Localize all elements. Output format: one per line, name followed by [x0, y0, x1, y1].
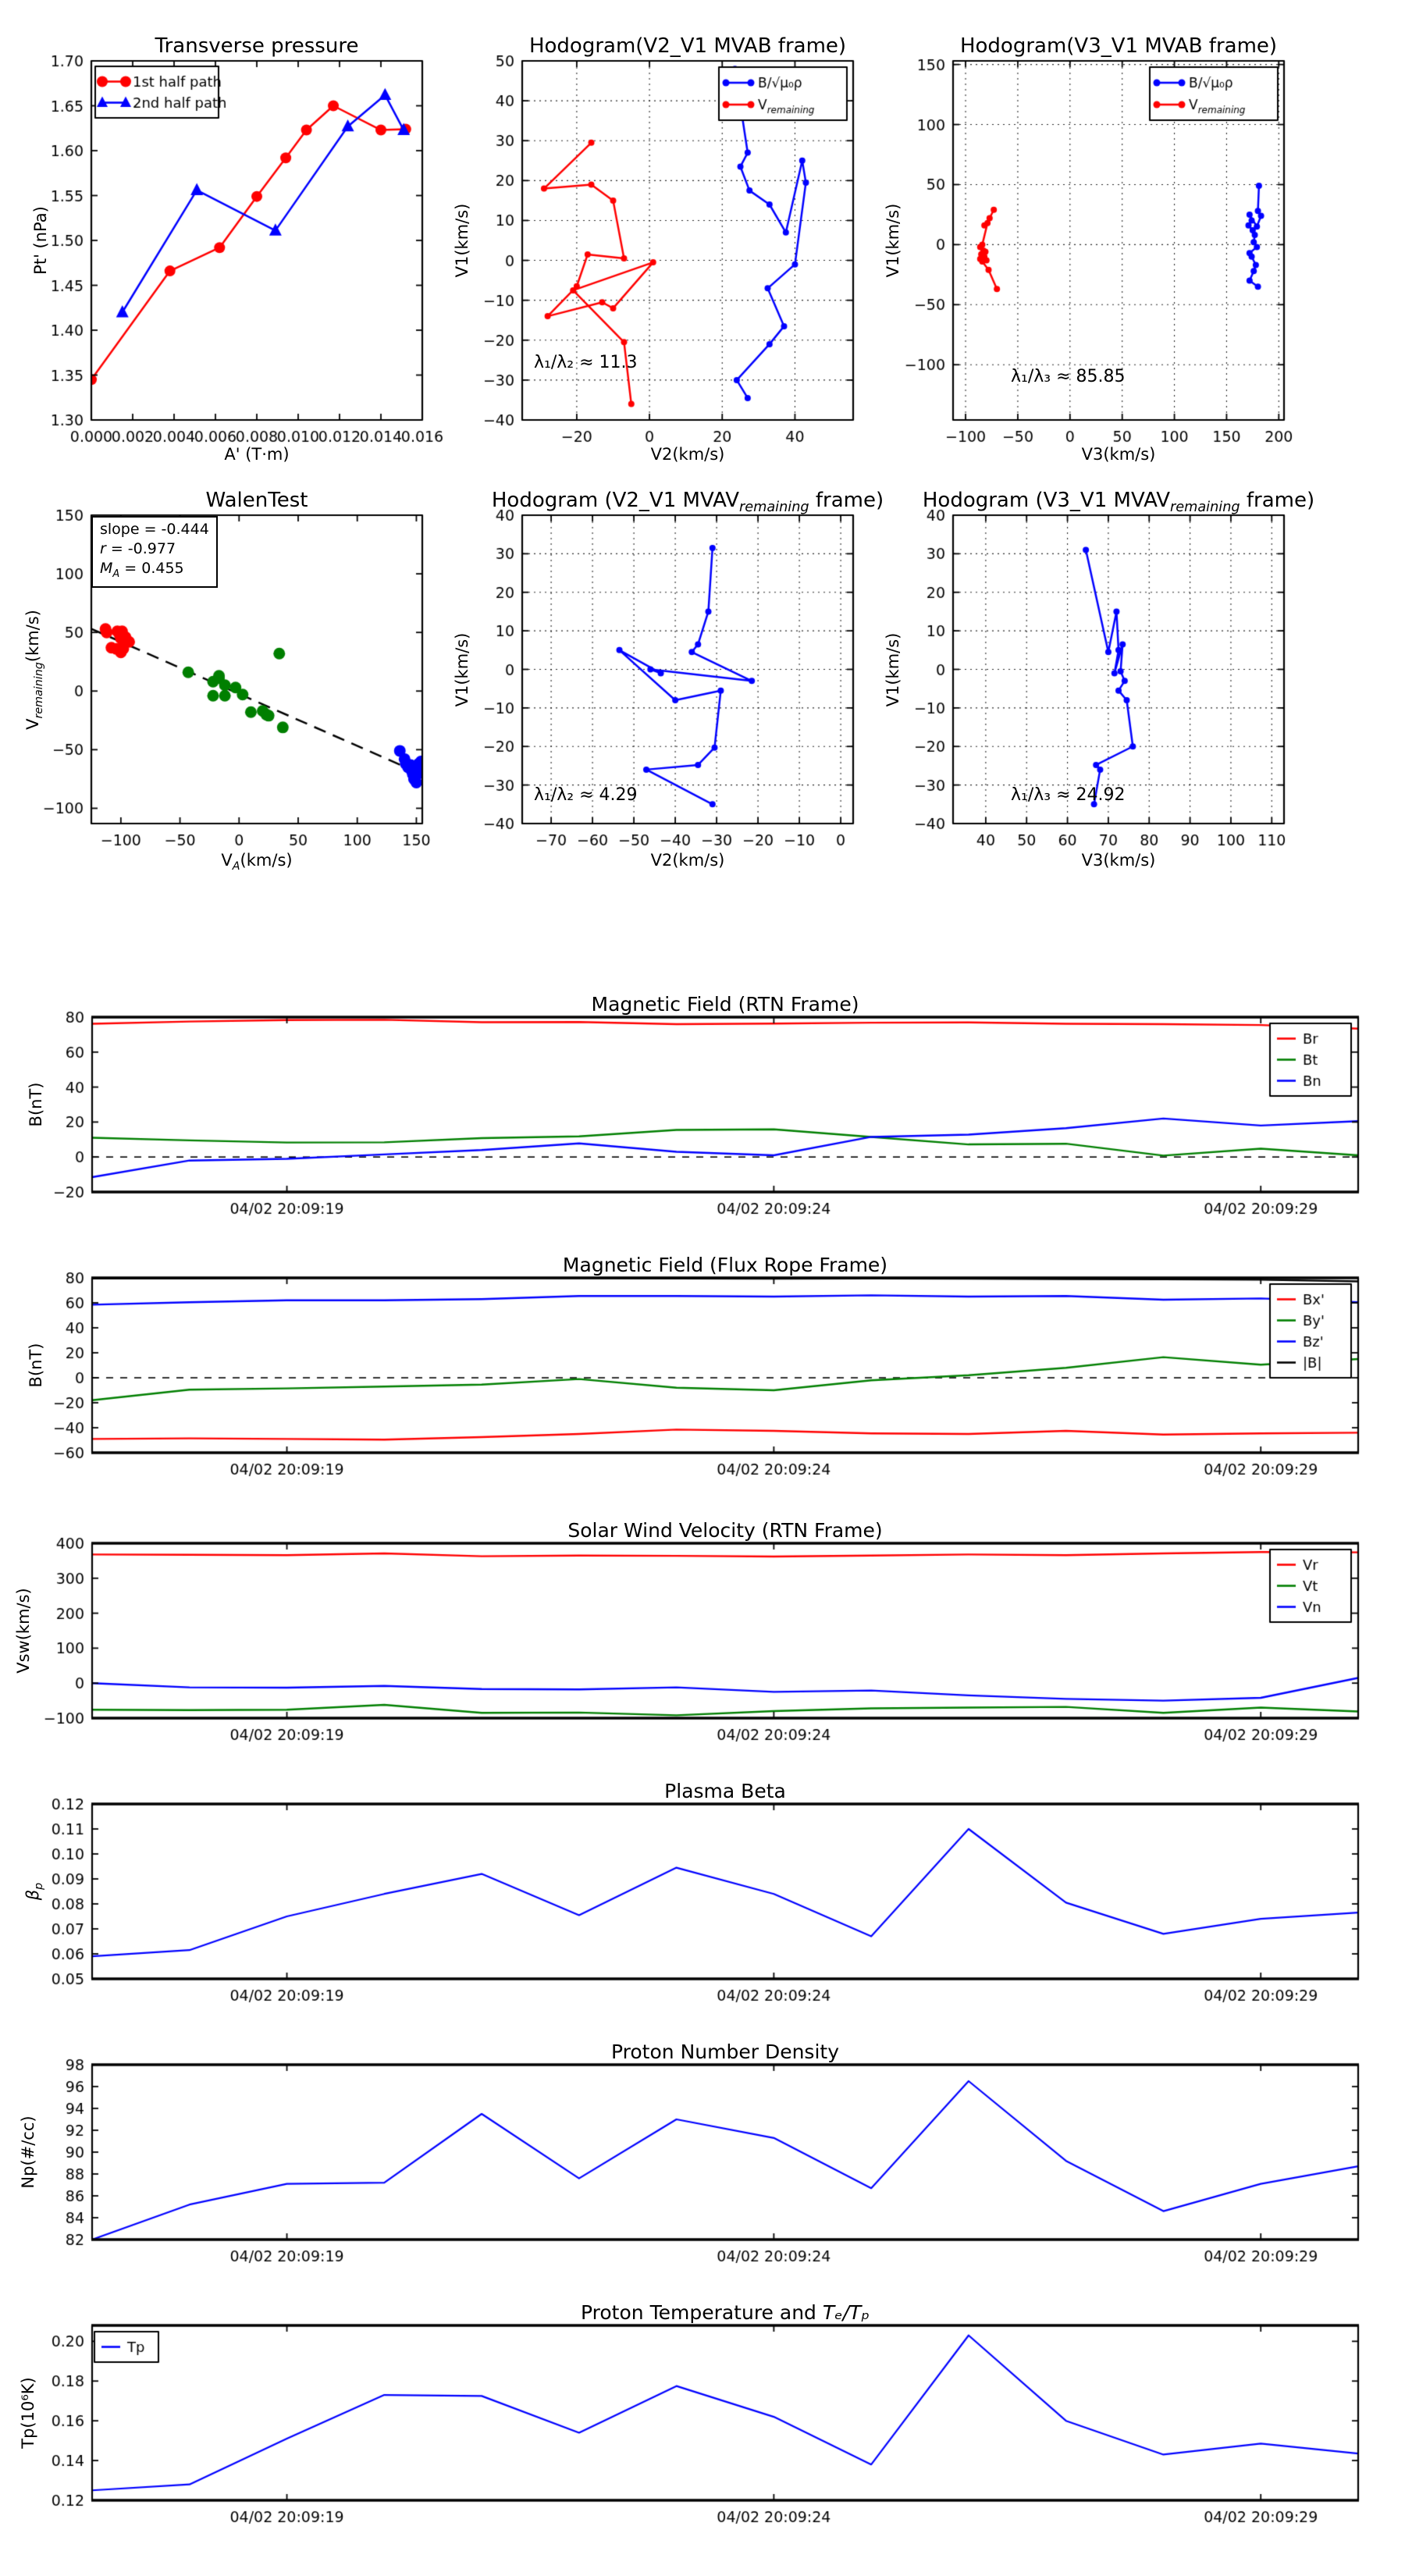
hodogram-v3v1-mvav-ylabel: V1(km/s) [884, 632, 902, 707]
plasma-beta-ylabel: $\beta_p$ [23, 1882, 46, 1901]
plasma-beta-title: Plasma Beta [664, 1780, 786, 1802]
transverse-pressure-xlabel: A' (T·m) [224, 445, 290, 464]
hodogram-v2v1-mvab-title: Hodogram(V2_V1 MVAB frame) [528, 34, 847, 58]
magnetic-field-flux-rope-title: Magnetic Field (Flux Rope Frame) [562, 1254, 888, 1276]
hodogram-v3v1-mvab-xlabel: V3(km/s) [1081, 445, 1156, 464]
proton-temperature-title: Proton Temperature and Tₑ/Tₚ [581, 2301, 870, 2324]
hodogram-v3v1-mvav-xlabel: V3(km/s) [1081, 851, 1156, 870]
magnetic-field-rtn-ylabel: B(nT) [27, 1082, 45, 1127]
walen-stats-box [91, 516, 218, 588]
walen-stat-ma: $M_A = 0.455$ [100, 560, 184, 580]
walen-stat-r: r = -0.977 [100, 540, 176, 557]
transverse-pressure-ylabel: Pt' (nPa) [31, 206, 50, 275]
solar-wind-velocity-title: Solar Wind Velocity (RTN Frame) [567, 1519, 883, 1542]
hodogram-v2v1-mvav-ylabel: V1(km/s) [453, 632, 471, 707]
transverse-pressure-title: Transverse pressure [155, 34, 359, 58]
hodogram-v2v1-mvab-xlabel: V2(km/s) [650, 445, 725, 464]
lambda-ratio-annotation: λ₁/λ₂ ≈ 11.3 [534, 353, 638, 372]
magnetic-field-rtn-title: Magnetic Field (RTN Frame) [591, 993, 859, 1016]
lambda-ratio-annotation: λ₁/λ₃ ≈ 24.92 [1011, 785, 1126, 805]
walen-test-xlabel: $V_A(km/s)$ [221, 851, 293, 873]
hodogram-v3v1-mvab-title: Hodogram(V3_V1 MVAB frame) [959, 34, 1278, 58]
magnetic-field-flux-rope-ylabel: B(nT) [27, 1343, 45, 1388]
proton-number-density-title: Proton Number Density [611, 2041, 839, 2063]
hodogram-v2v1-mvab-ylabel: V1(km/s) [453, 203, 471, 278]
proton-temperature-ylabel: Tp(10⁶K) [19, 2377, 37, 2449]
hodogram-v3v1-mvab-ylabel: V1(km/s) [884, 203, 902, 278]
walen-stat-slope: slope = -0.444 [100, 521, 209, 538]
lambda-ratio-annotation: λ₁/λ₂ ≈ 4.29 [534, 785, 638, 805]
walen-test-title: WalenTest [205, 489, 308, 512]
lambda-ratio-annotation: λ₁/λ₃ ≈ 85.85 [1011, 367, 1126, 386]
hodogram-v3v1-mvav-title: Hodogram (V3_V1 $MVAV_{remaining}$ frame) [922, 489, 1315, 516]
proton-number-density-ylabel: Np(#/cc) [19, 2115, 37, 2189]
solar-wind-velocity-ylabel: Vsw(km/s) [14, 1588, 33, 1674]
hodogram-v2v1-mvav-xlabel: V2(km/s) [650, 851, 725, 870]
walen-test-ylabel: $V_{remaining}(km/s)$ [23, 610, 46, 730]
hodogram-v2v1-mvav-title: Hodogram (V2_V1 $MVAV_{remaining}$ frame) [491, 489, 884, 516]
